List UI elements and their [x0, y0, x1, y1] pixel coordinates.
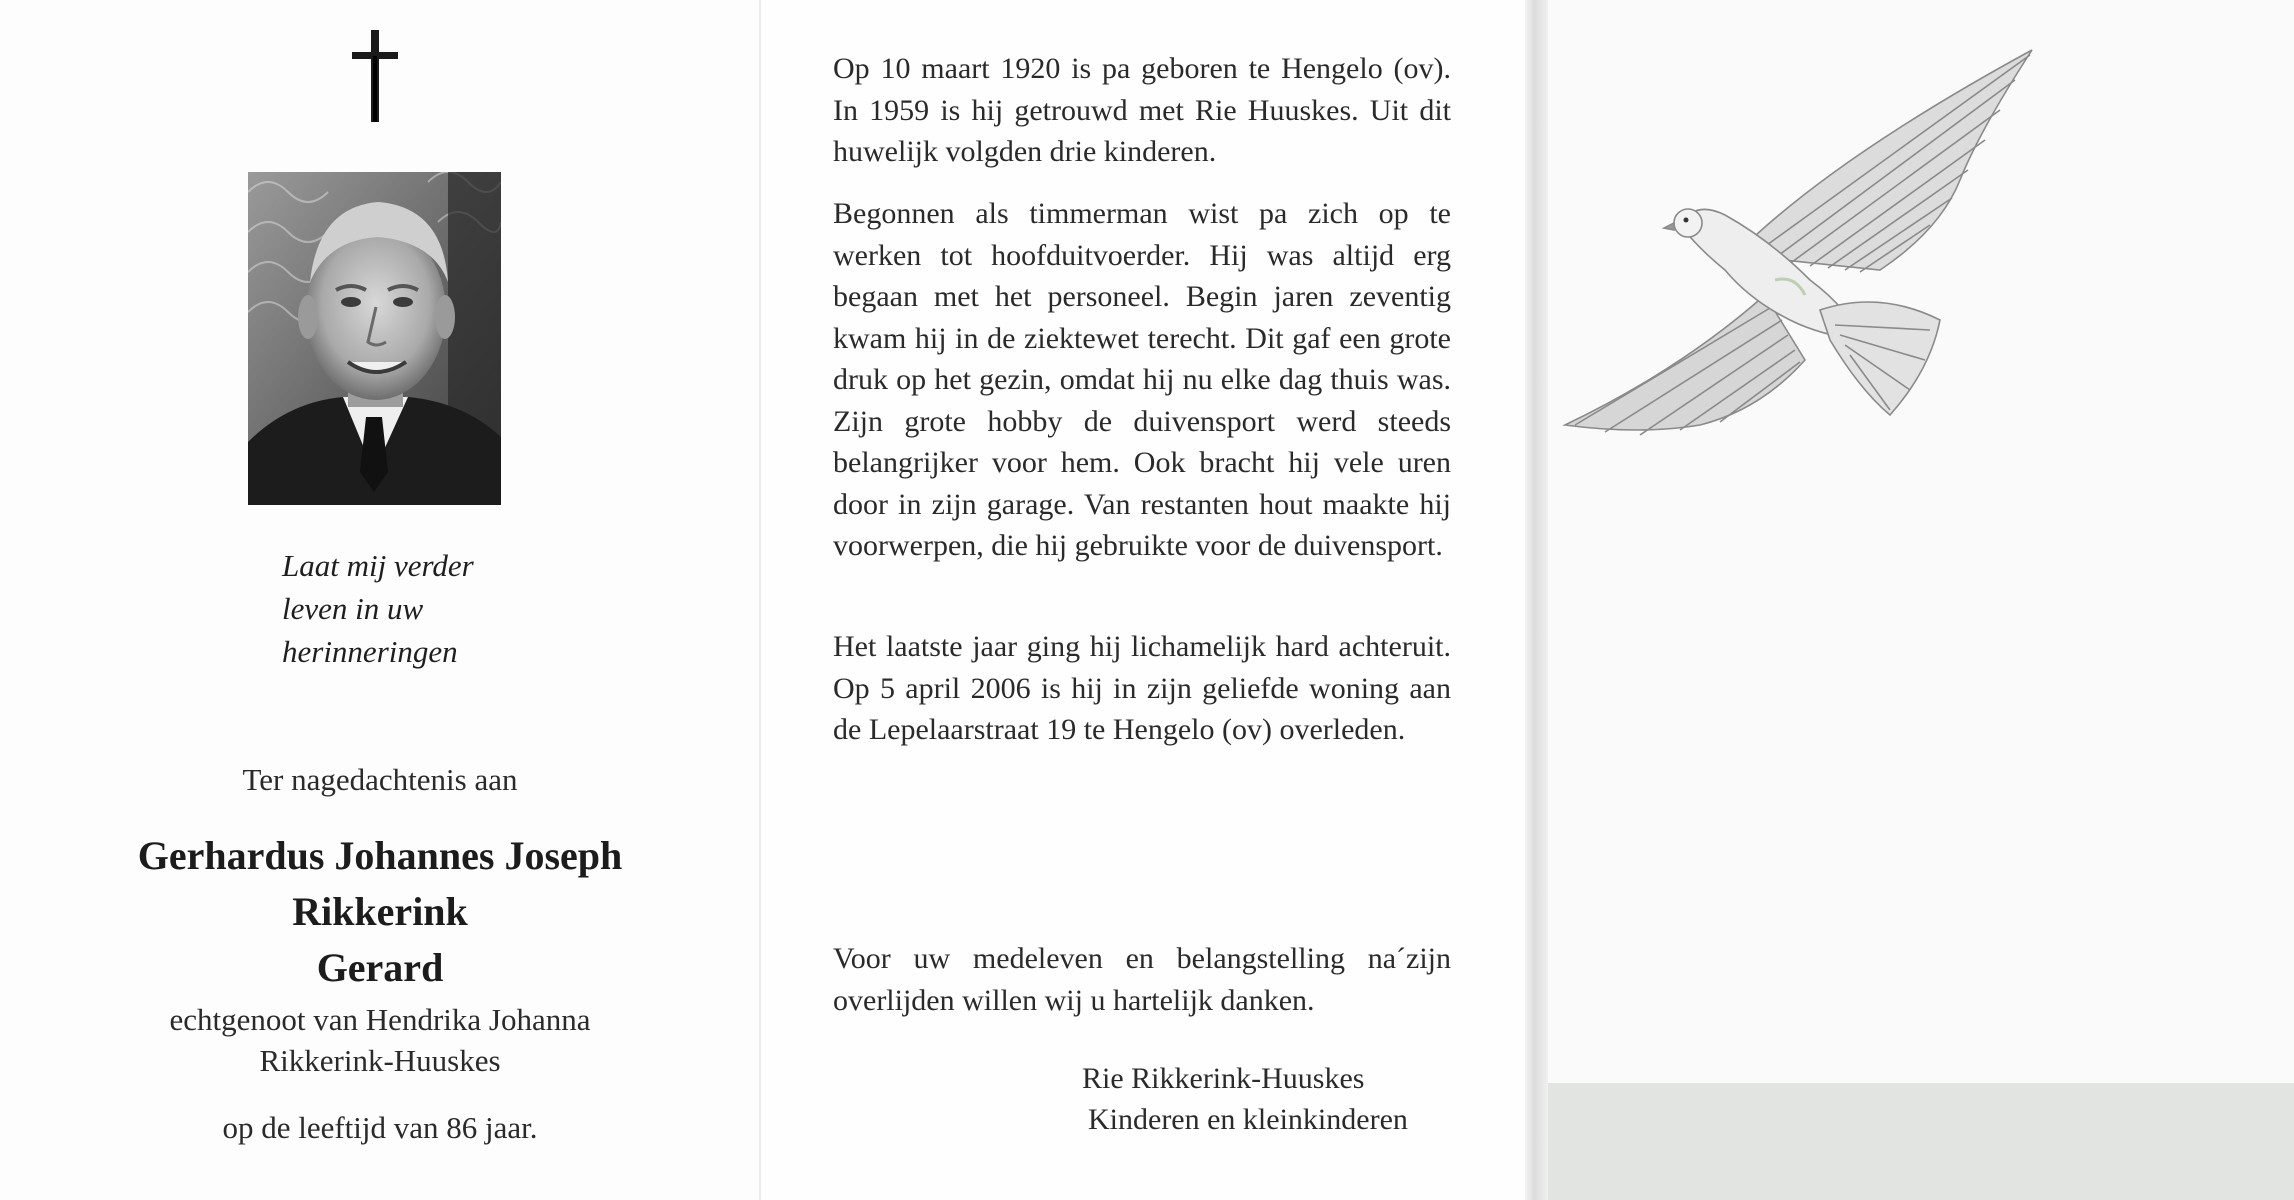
signature — [1082, 1058, 1408, 1140]
memory-intro: Ter nagedachtenis aan — [242, 762, 518, 797]
spouse-line: Rikkerink-Huuskes — [259, 1043, 501, 1078]
quote-line: leven in uw — [282, 591, 424, 626]
thanks-paragraph: Voor uw medeleven en belangstelling na´zijn overlijden willen wij u hartelijk danken. — [833, 942, 1451, 1017]
age-line: op de leeftijd van 86 jaar. — [222, 1110, 538, 1145]
biography-paragraph: Het laatste jaar ging hij lichamelijk hard achteruit. Op 5 april 2006 is hij in zijn geliefde woning aan de Lepelaarstraat 19 te Hengelo (ov) overleden. — [833, 630, 1451, 746]
signature-line: Kinderen en kleinkinderen — [1088, 1103, 1408, 1136]
fold-shadow — [1525, 0, 1548, 1200]
deceased-surname: Rikkerink — [292, 889, 468, 934]
signature-line: Rie Rikkerink-Huuskes — [1082, 1062, 1365, 1095]
spouse-line: echtgenoot van Hendrika Johanna — [169, 1002, 591, 1037]
memorial-quote — [282, 544, 474, 673]
deceased-name: Gerhardus Johannes Joseph — [137, 833, 623, 878]
cross-icon — [352, 30, 398, 122]
dove-icon — [1560, 40, 2040, 460]
deceased-nickname: Gerard — [316, 945, 444, 990]
quote-line: Laat mij verder — [282, 548, 474, 583]
biography-paragraph: Op 10 maart 1920 is pa geboren te Hengelo (ov). In 1959 is hij getrouwd met Rie Huuskes. Uit dit huwelijk volgden drie kinderen. — [833, 52, 1451, 168]
quote-line: herinneringen — [282, 634, 458, 669]
portrait-photo — [248, 172, 501, 505]
right-bottom-band — [1548, 1083, 2294, 1200]
biography-paragraph: Begonnen als timmerman wist pa zich op te werken tot hoofduitvoerder. Hij was altijd erg begaan met het personeel. Begin jaren zeventig kwam hij in de ziektewet terecht. Dit gaf een grote druk op het gezin, omdat hij nu elke dag thuis was. Zijn grote hobby de duivensport werd steeds belangrijker voor hem. Ook bracht hij vele uren door in zijn garage. Van restanten hout maakte hij voorwerpen, die hij gebruikte voor de duivensport. — [833, 197, 1451, 562]
